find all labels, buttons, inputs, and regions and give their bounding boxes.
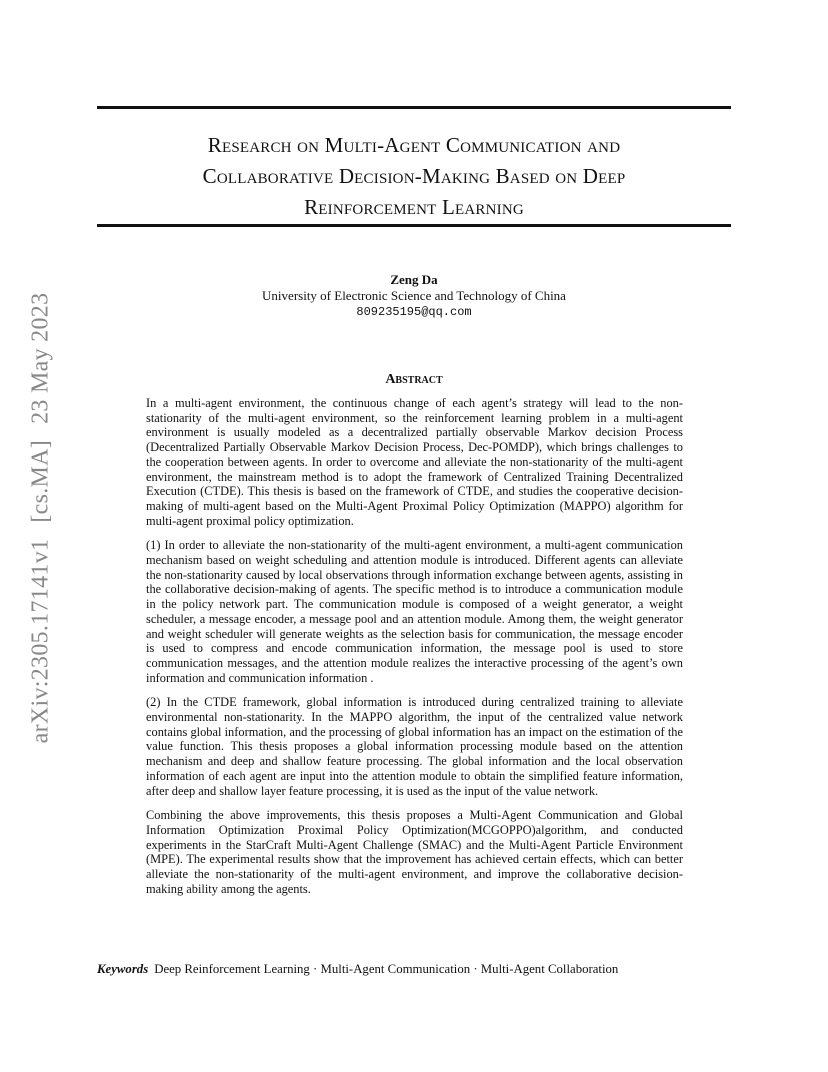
abstract-paragraph: (2) In the CTDE framework, global information is introduced during centralized training to alleviate environmental non-stationarity. In the MAPPO algorithm, the input of the centralized value network contains global information, and the processing of global information has an impact on the estimation of the value function. This thesis proposes a global information processing module based on the attention mechanism and deep and shallow feature processing. The global information and the local observation information of each agent are input into the attention module to obtain the simplified feature information, after deep and shallow layer feature processing, it is used as the input of the value network. — [146, 695, 683, 798]
arxiv-category: [cs.MA] — [27, 439, 54, 523]
title-top-rule — [97, 106, 731, 109]
title-line-3: Reinforcement Learning — [304, 195, 524, 219]
title-line-1: Research on Multi-Agent Communication and — [207, 133, 621, 157]
abstract-paragraph: (1) In order to alleviate the non-stationarity of the multi-agent environment, a multi-agent communication mechanism based on weight scheduling and attention module is introduced. Different agents can alleviate the non-stationarity caused by local observations through information exchange between agents, assisting in the collaborative decision-making of agents. The specific method is to introduce a communication module in the policy network part. The communication module is composed of a weight generator, a weight scheduler, a message encoder, a message pool and an attention module. Among them, the weight generator and weight scheduler will generate weights as the selection basis for communication, the message encoder is used to compress and encode communication information, the message pool is used to store communication messages, and the attention module realizes the interactive processing of the agent’s own information and communication information . — [146, 538, 683, 685]
abstract-paragraph: Combining the above improvements, this thesis proposes a Multi-Agent Communication and Global Information Optimization Proximal Policy Optimization(MCGOPPO)algorithm, and conducted experiments in the StarCraft Multi-Agent Challenge (SMAC) and the Multi-Agent Particle Environment (MPE). The experimental results show that the improvement has achieved certain effects, which can better alleviate the non-stationarity of the multi-agent environment, and improve the collaborative decision-making ability among the agents. — [146, 808, 683, 896]
arxiv-identifier-sidebar — [28, 277, 55, 744]
paper-title — [97, 130, 731, 223]
author-affiliation: University of Electronic Science and Technology of China — [262, 288, 566, 303]
author-block — [97, 272, 731, 320]
abstract-paragraph: In a multi-agent environment, the continuous change of each agent’s strategy will lead to the non-stationarity of the multi-agent environment, so the reinforcement learning problem in a multi-agent environment is usually modeled as a decentralized partially observable Markov decision Process (Decentralized Partially Observable Markov Decision Process, Dec-POMDP), which brings challenges to the cooperation between agents. In order to overcome and alleviate the non-stationarity of the multi-agent environment, the mainstream method is to adopt the framework of Centralized Training Decentralized Execution (CTDE). This thesis is based on the framework of CTDE, and studies the cooperative decision-making of multi-agent based on the Multi-Agent Proximal Policy Optimization (MAPPO) algorithm for multi-agent proximal policy optimization. — [146, 396, 683, 528]
arxiv-date: 23 May 2023 — [27, 292, 54, 424]
title-bottom-rule — [97, 224, 731, 227]
arxiv-id: arXiv:2305.17141v1 — [27, 538, 54, 744]
keywords-text: Deep Reinforcement Learning · Multi-Agent Communication · Multi-Agent Collaboration — [154, 962, 619, 976]
author-name: Zeng Da — [390, 272, 438, 287]
abstract-heading: Abstract — [385, 372, 443, 387]
title-line-2: Collaborative Decision-Making Based on Deep — [202, 164, 626, 188]
keywords-label: Keywords — [97, 962, 149, 976]
abstract-body — [146, 396, 683, 907]
author-email: 809235195@qq.com — [356, 305, 472, 319]
keywords-line — [97, 962, 731, 977]
